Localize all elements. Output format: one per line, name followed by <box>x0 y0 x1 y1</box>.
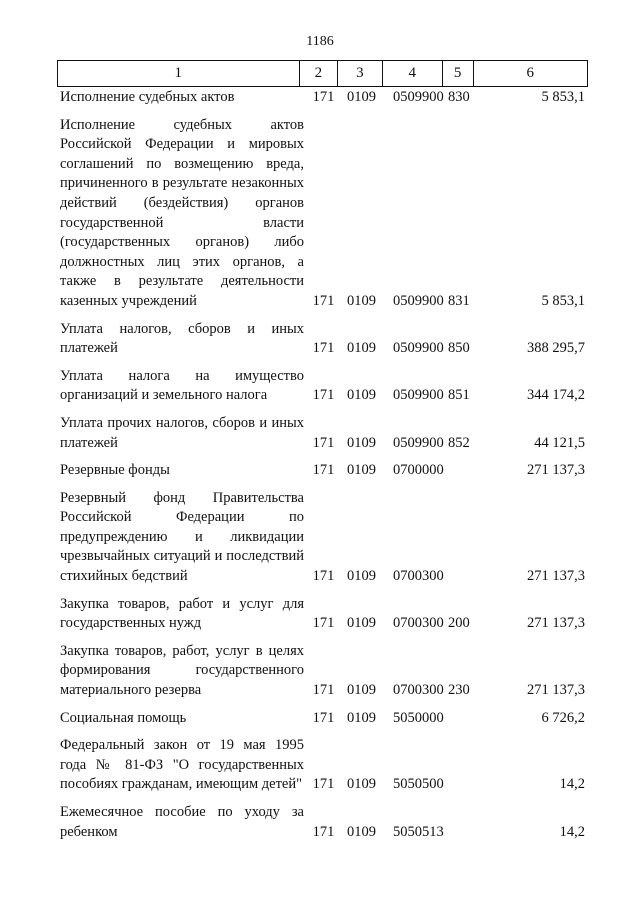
row-col5: 200 <box>448 615 470 632</box>
row-name: Резервный фонд Правительства Российской Федерации по предупреждению и ликвидации чрезвычайных ситуаций и последствий стихийных бедствий <box>60 489 304 585</box>
table-row <box>0 736 640 795</box>
row-amount: 344 174,2 <box>527 387 585 404</box>
row-amount: 271 137,3 <box>527 682 585 699</box>
row-amount: 14,2 <box>559 823 585 840</box>
row-col4: 5050513 <box>393 823 444 840</box>
row-col5: 852 <box>448 434 470 451</box>
row-amount: 6 726,2 <box>541 709 585 726</box>
row-col5: 851 <box>448 387 470 404</box>
table-row <box>0 320 640 359</box>
row-col2: 171 <box>312 776 335 793</box>
table-row <box>0 116 640 312</box>
row-col2: 171 <box>312 568 335 585</box>
row-col5: 230 <box>448 682 470 699</box>
row-amount: 44 121,5 <box>534 434 585 451</box>
header-col-6: 6 <box>473 61 588 87</box>
table-row <box>0 489 640 587</box>
row-name: Резервные фонды <box>60 462 170 479</box>
row-name: Уплата прочих налогов, сборов и иных платежей <box>60 414 304 451</box>
row-col3: 0109 <box>347 709 376 726</box>
row-col2: 171 <box>312 292 335 309</box>
row-col4: 0700000 <box>393 462 444 479</box>
row-name: Социальная помощь <box>60 709 187 726</box>
row-col2: 171 <box>312 615 335 632</box>
row-col2: 171 <box>312 387 335 404</box>
row-col2: 171 <box>312 89 335 105</box>
header-col-2: 2 <box>299 61 338 87</box>
row-name: Ежемесячное пособие по уходу за ребенком <box>60 804 304 840</box>
row-name: Уплата налога на имущество организаций и земельного налога <box>60 367 304 404</box>
row-amount: 5 853,1 <box>541 89 585 105</box>
row-col3: 0109 <box>347 387 376 404</box>
row-name: Федеральный закон от 19 мая 1995 года № 81-ФЗ "О государственных пособиях гражданам, имеющим детей" <box>60 737 304 793</box>
header-col-4: 4 <box>382 61 442 87</box>
row-col4: 0509900 <box>393 387 444 404</box>
row-amount: 5 853,1 <box>541 292 585 309</box>
row-col2: 171 <box>312 682 335 699</box>
row-col4: 5050000 <box>393 709 444 726</box>
row-name: Исполнение судебных актов <box>60 89 235 105</box>
row-col3: 0109 <box>347 462 376 479</box>
table-row <box>0 88 640 108</box>
row-col2: 171 <box>312 709 335 726</box>
row-col4: 0509900 <box>393 292 444 309</box>
row-col3: 0109 <box>347 776 376 793</box>
row-col4: 0509900 <box>393 434 444 451</box>
row-col2: 171 <box>312 340 335 357</box>
row-col5: 850 <box>448 340 470 357</box>
row-col3: 0109 <box>347 292 376 309</box>
row-col5: 831 <box>448 292 470 309</box>
header-col-1: 1 <box>58 61 300 87</box>
table-row <box>0 709 640 729</box>
row-col5: 830 <box>448 89 470 105</box>
row-amount: 271 137,3 <box>527 615 585 632</box>
table-header <box>57 60 588 87</box>
row-col2: 171 <box>312 434 335 451</box>
row-amount: 271 137,3 <box>527 462 585 479</box>
row-amount: 14,2 <box>559 776 585 793</box>
row-col4: 0700300 <box>393 615 444 632</box>
header-col-3: 3 <box>338 61 382 87</box>
table-row <box>0 803 640 842</box>
table-row <box>0 414 640 453</box>
row-col3: 0109 <box>347 340 376 357</box>
row-col2: 171 <box>312 823 335 840</box>
header-col-5: 5 <box>442 61 473 87</box>
row-col4: 5050500 <box>393 776 444 793</box>
row-col4: 0509900 <box>393 340 444 357</box>
row-col4: 0509900 <box>393 89 444 105</box>
row-name: Закупка товаров, работ, услуг в целях формирования государственного материального резерва <box>60 642 304 699</box>
row-name: Закупка товаров, работ и услуг для государственных нужд <box>60 595 304 632</box>
row-col3: 0109 <box>347 434 376 451</box>
table-row <box>0 595 640 634</box>
table-row <box>0 367 640 406</box>
row-col2: 171 <box>312 462 335 479</box>
row-col3: 0109 <box>347 89 376 105</box>
table-row <box>0 642 640 701</box>
row-name: Уплата налогов, сборов и иных платежей <box>60 320 304 357</box>
table-body <box>0 88 640 842</box>
row-col4: 0700300 <box>393 568 444 585</box>
row-col3: 0109 <box>347 568 376 585</box>
row-col3: 0109 <box>347 615 376 632</box>
row-amount: 271 137,3 <box>527 568 585 585</box>
table-row <box>0 461 640 481</box>
page-number: 1186 <box>306 34 334 49</box>
row-amount: 388 295,7 <box>527 340 585 357</box>
row-col4: 0700300 <box>393 682 444 699</box>
row-col3: 0109 <box>347 823 376 840</box>
row-name: Исполнение судебных актов Российской Федерации и мировых соглашений по возмещению вреда, причиненного в результате незаконных действий (бездействия) органов государственной власти (государственных органов) либо должностных лиц этих органов, а также в результате деятельности казенных учреждений <box>60 116 304 309</box>
row-col3: 0109 <box>347 682 376 699</box>
